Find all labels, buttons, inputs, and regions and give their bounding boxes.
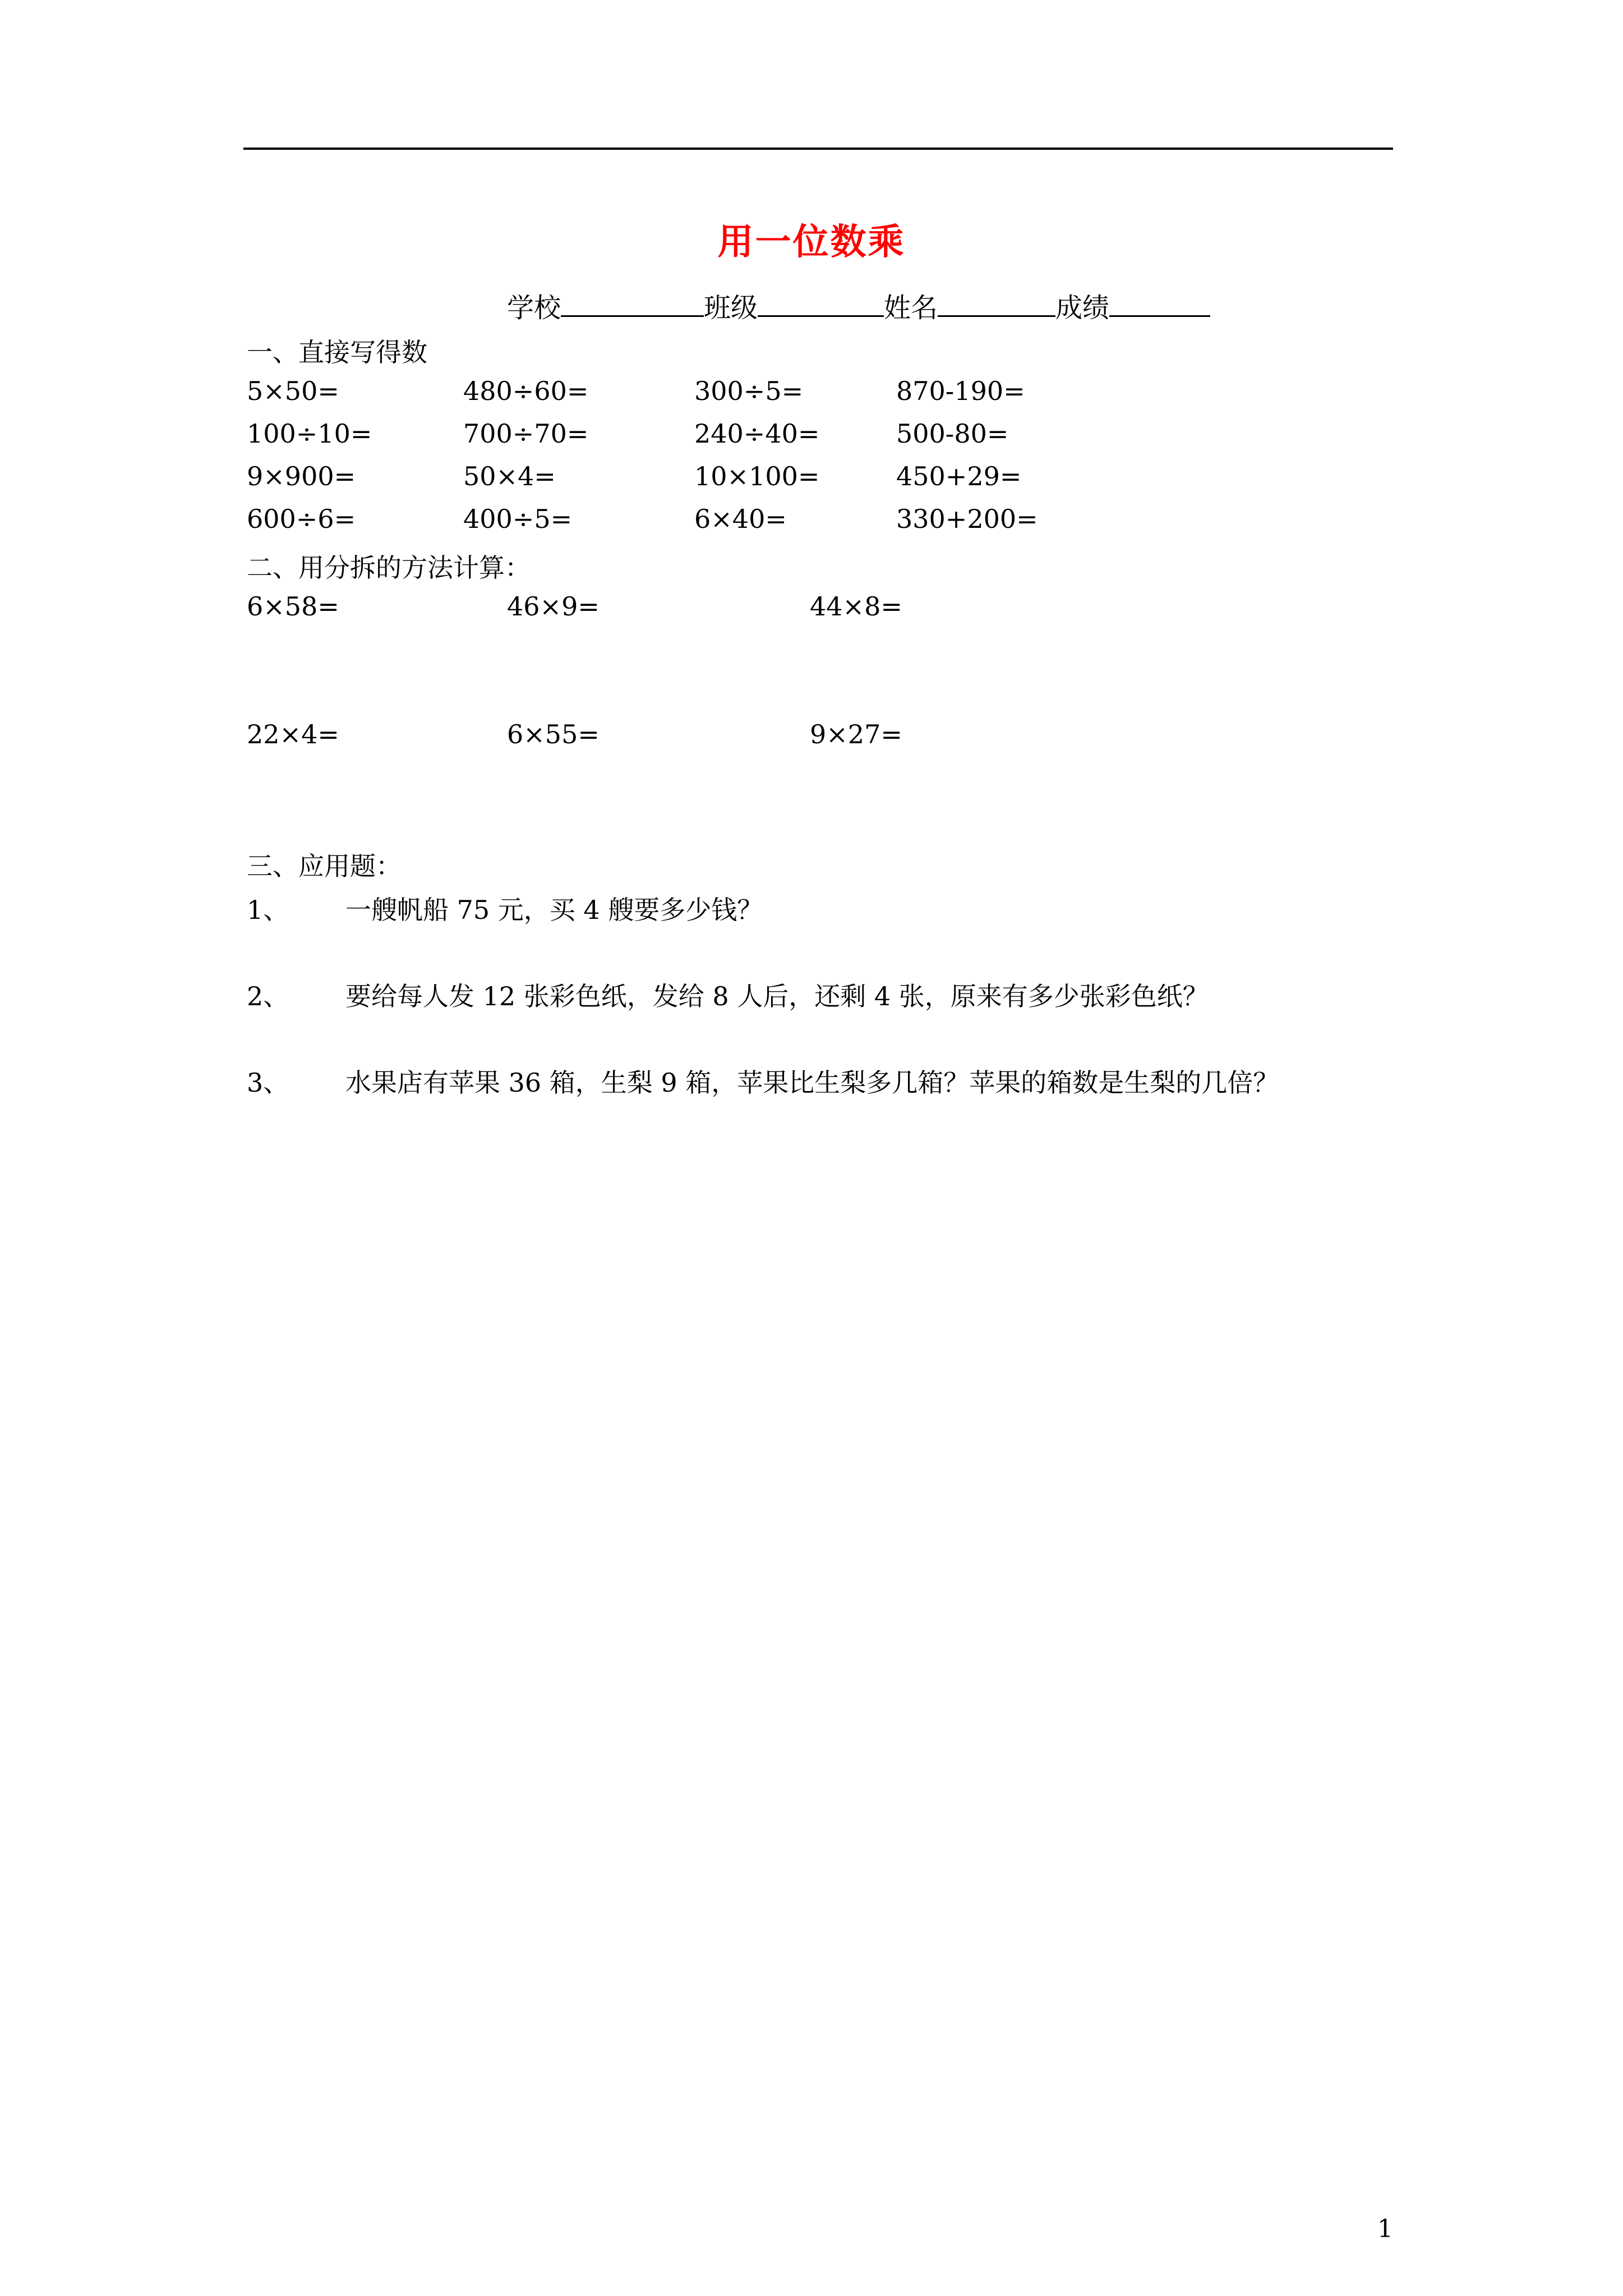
word-problem-number: 3、 (247, 1068, 289, 1098)
problem-item: 6×40= (694, 504, 787, 534)
word-problem-text: 要给每人发 12 张彩色纸，发给 8 人后，还剩 4 张，原来有多少张彩色纸？ (345, 981, 1209, 1011)
problem-item: 6×55= (507, 719, 600, 749)
problem-item: 9×900= (247, 461, 356, 491)
page-title: 用一位数乘 (717, 221, 906, 263)
problem-item: 10×100= (694, 461, 820, 491)
problem-item: 400÷5= (463, 504, 573, 534)
problem-item: 600÷6= (247, 504, 356, 534)
problem-item: 300÷5= (694, 376, 804, 406)
word-problem-text: 一艘帆船 75 元，买 4 艘要多少钱？ (345, 895, 763, 925)
word-problem-number: 2、 (247, 981, 289, 1011)
problem-item: 9×27= (810, 719, 902, 749)
problem-item: 480÷60= (463, 376, 589, 406)
problem-item: 240÷40= (694, 418, 820, 449)
score-label: 成绩 (1055, 292, 1110, 324)
school-blank (561, 292, 704, 317)
problem-item: 5×50= (247, 376, 339, 406)
problem-item: 870-190= (896, 376, 1025, 406)
section3-heading: 三、应用题： (247, 851, 402, 881)
word-problem-number: 1、 (247, 895, 289, 925)
problem-item: 22×4= (247, 719, 339, 749)
name-label: 姓名 (884, 292, 938, 324)
word-problem-text: 水果店有苹果 36 箱，生梨 9 箱，苹果比生梨多几箱？苹果的箱数是生梨的几倍？ (345, 1068, 1279, 1098)
section2-heading: 二、用分拆的方法计算： (247, 553, 531, 583)
problem-item: 330+200= (896, 504, 1038, 534)
section1-heading: 一、直接写得数 (247, 337, 427, 367)
problem-item: 700÷70= (463, 418, 589, 449)
problem-item: 450+29= (896, 461, 1022, 491)
problem-item: 46×9= (507, 591, 600, 622)
name-blank (938, 292, 1055, 317)
class-label: 班级 (704, 292, 758, 324)
problem-item: 100÷10= (247, 418, 372, 449)
class-blank (758, 292, 884, 317)
problem-item: 500-80= (896, 418, 1009, 449)
page-number: 1 (1377, 2215, 1393, 2243)
school-label: 学校 (507, 292, 561, 324)
student-info-line (507, 286, 1210, 325)
header-rule (243, 148, 1393, 150)
score-blank (1109, 292, 1210, 317)
problem-item: 50×4= (463, 461, 556, 491)
problem-item: 6×58= (247, 591, 339, 622)
problem-item: 44×8= (810, 591, 902, 622)
